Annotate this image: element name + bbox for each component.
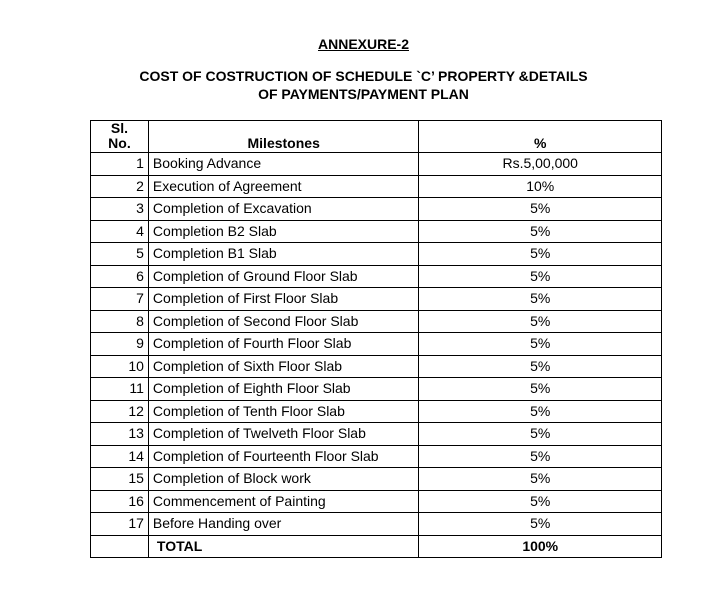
table-row (91, 378, 662, 401)
sl-no-cell: 16 (91, 490, 149, 513)
milestone-cell: Completion B1 Slab (148, 243, 419, 266)
sl-no-cell: 8 (91, 310, 149, 333)
percent-cell: 5% (419, 288, 662, 311)
milestone-cell: Booking Advance (148, 153, 419, 176)
sl-no-cell: 1 (91, 153, 149, 176)
milestone-cell: Commencement of Painting (148, 490, 419, 513)
sl-no-cell: 7 (91, 288, 149, 311)
percent-cell: 5% (419, 220, 662, 243)
percent-header: % (419, 121, 662, 153)
sl-no-header-line-2: No. (108, 135, 131, 151)
milestone-cell: Before Handing over (148, 513, 419, 536)
sl-no-cell: 6 (91, 265, 149, 288)
milestone-cell: Completion of Sixth Floor Slab (148, 355, 419, 378)
total-row (91, 535, 662, 558)
percent-cell: 5% (419, 445, 662, 468)
percent-cell: 5% (419, 355, 662, 378)
milestone-cell: Completion of Excavation (148, 198, 419, 221)
table-row (91, 490, 662, 513)
table-row (91, 198, 662, 221)
milestone-cell: Completion of Ground Floor Slab (148, 265, 419, 288)
table-header-row (91, 121, 662, 153)
percent-cell: 5% (419, 423, 662, 446)
milestone-cell: Completion of Eighth Floor Slab (148, 378, 419, 401)
milestones-header: Milestones (148, 121, 419, 153)
table-row (91, 445, 662, 468)
table-row (91, 310, 662, 333)
sl-no-header-line-1: Sl. (110, 120, 129, 136)
table-row (91, 423, 662, 446)
milestone-cell: Completion of Block work (148, 468, 419, 491)
milestone-cell: Completion of Twelveth Floor Slab (148, 423, 419, 446)
sl-no-cell: 9 (91, 333, 149, 356)
document-heading-line-1: COST OF COSTRUCTION OF SCHEDULE `C’ PROPERTY &DETAILS (139, 68, 588, 84)
total-label: TOTAL (148, 535, 419, 558)
table-row (91, 265, 662, 288)
document-heading-line-2: OF PAYMENTS/PAYMENT PLAN (258, 86, 469, 102)
percent-cell: 5% (419, 198, 662, 221)
milestone-cell: Completion of Fourth Floor Slab (148, 333, 419, 356)
table-row (91, 288, 662, 311)
percent-cell: 5% (419, 400, 662, 423)
sl-no-cell: 17 (91, 513, 149, 536)
percent-cell: 10% (419, 175, 662, 198)
table-row (91, 153, 662, 176)
table-row (91, 355, 662, 378)
percent-cell: 5% (419, 333, 662, 356)
table-row (91, 400, 662, 423)
table-row (91, 513, 662, 536)
sl-no-cell: 15 (91, 468, 149, 491)
sl-no-cell: 11 (91, 378, 149, 401)
sl-no-cell: 13 (91, 423, 149, 446)
table-row (91, 175, 662, 198)
percent-cell: 5% (419, 243, 662, 266)
percent-cell: 5% (419, 468, 662, 491)
percent-cell: 5% (419, 378, 662, 401)
total-percent: 100% (419, 535, 662, 558)
sl-no-cell: 4 (91, 220, 149, 243)
table-row (91, 333, 662, 356)
milestone-cell: Completion of Fourteenth Floor Slab (148, 445, 419, 468)
sl-no-cell: 10 (91, 355, 149, 378)
milestone-cell: Completion B2 Slab (148, 220, 419, 243)
table-body (91, 153, 662, 536)
milestone-cell: Completion of Tenth Floor Slab (148, 400, 419, 423)
sl-no-cell: 2 (91, 175, 149, 198)
table-row (91, 220, 662, 243)
milestone-cell: Completion of First Floor Slab (148, 288, 419, 311)
payment-plan-table (90, 120, 662, 558)
annexure-title: ANNEXURE-2 (317, 36, 409, 52)
percent-cell: 5% (419, 513, 662, 536)
sl-no-header (91, 121, 149, 153)
table-row (91, 243, 662, 266)
milestone-cell: Completion of Second Floor Slab (148, 310, 419, 333)
milestone-cell: Execution of Agreement (148, 175, 419, 198)
sl-no-cell: 12 (91, 400, 149, 423)
sl-no-cell: 5 (91, 243, 149, 266)
sl-no-cell: 3 (91, 198, 149, 221)
table-row (91, 468, 662, 491)
total-sl-cell (91, 535, 149, 558)
sl-no-cell: 14 (91, 445, 149, 468)
percent-cell: 5% (419, 310, 662, 333)
percent-cell: 5% (419, 265, 662, 288)
percent-cell: 5% (419, 490, 662, 513)
percent-cell: Rs.5,00,000 (419, 153, 662, 176)
